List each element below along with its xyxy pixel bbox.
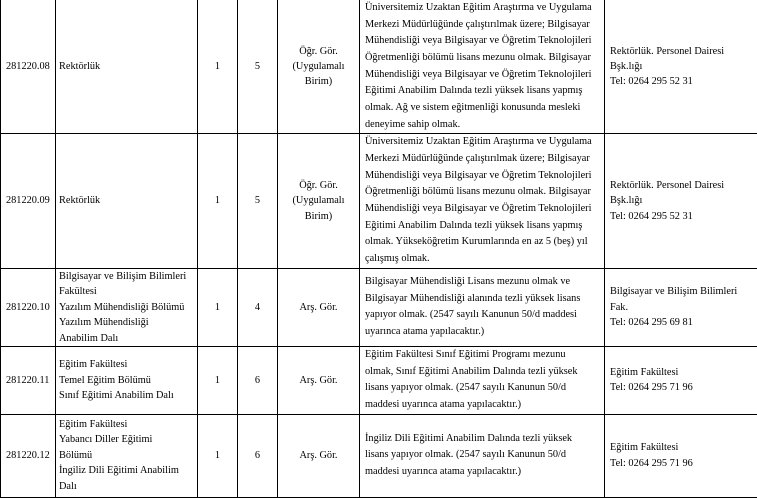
count-cell: 1	[198, 134, 238, 268]
title-cell: Arş. Gör.	[278, 268, 360, 346]
contact-cell: Rektörlük. Personel Dairesi Bşk.lığı Tel: 0264 295 52 31	[605, 134, 757, 268]
requirements-cell: Üniversitemiz Uzaktan Eğitim Araştırma ve Uygulama Merkezi Müdürlüğünde çalıştırılmak üzere; Bilgisayar Mühendisliği veya Bilgisayar ve Öğretim Teknolojileri Öğretmenliği bölümü lisans mezunu olmak. Bilgisayar Mühendisliği veya Bilgisayar ve Öğretim Teknolojileri Eğitimi Anabilim Dalında tezli yüksek lisans yapmış olmak. Yükseköğretim Kurumlarında en az 5 (beş) yıl çalışmış olmak.	[360, 134, 605, 268]
contact-cell: Eğitim Fakültesi Tel: 0264 295 71 96	[605, 414, 757, 497]
position-code: 281220.08	[1, 0, 56, 134]
title-cell: Arş. Gör.	[278, 346, 360, 414]
unit-cell: Eğitim Fakültesi Temel Eğitim Bölümü Sınıf Eğitimi Anabilim Dalı	[56, 346, 198, 414]
unit-cell: Rektörlük	[56, 134, 198, 268]
position-code: 281220.09	[1, 134, 56, 268]
position-code: 281220.10	[1, 268, 56, 346]
count-cell: 1	[198, 346, 238, 414]
degree-cell: 4	[238, 268, 278, 346]
count-cell: 1	[198, 0, 238, 134]
degree-cell: 6	[238, 346, 278, 414]
degree-cell: 5	[238, 134, 278, 268]
requirements-cell: Üniversitemiz Uzaktan Eğitim Araştırma ve Uygulama Merkezi Müdürlüğünde çalıştırılmak üzere; Bilgisayar Mühendisliği veya Bilgisayar ve Öğretim Teknolojileri Öğretmenliği bölümü lisans mezunu olmak. Bilgisayar Mühendisliği veya Bilgisayar ve Öğretim Teknolojileri Eğitimi Anabilim Dalında tezli yüksek lisans yapmış olmak. Ağ ve sistem eğitmenliği konusunda mesleki deneyime sahip olmak.	[360, 0, 605, 134]
table-row	[1, 0, 757, 134]
table-row	[1, 346, 757, 414]
title-cell: Öğr. Gör. (Uygulamalı Birim)	[278, 134, 360, 268]
contact-cell: Rektörlük. Personel Dairesi Bşk.lığı Tel: 0264 295 52 31	[605, 0, 757, 134]
requirements-cell: Bilgisayar Mühendisliği Lisans mezunu olmak ve Bilgisayar Mühendisliği alanında tezli yüksek lisans yapıyor olmak. (2547 sayılı Kanunun 50/d maddesi uyarınca atama yapılacaktır.)	[360, 268, 605, 346]
table-row	[1, 414, 757, 497]
table-row	[1, 134, 757, 268]
degree-cell: 6	[238, 414, 278, 497]
unit-cell: Bilgisayar ve Bilişim Bilimleri Fakültesi Yazılım Mühendisliği Bölümü Yazılım Mühendisliği Anabilim Dalı	[56, 268, 198, 346]
title-cell: Öğr. Gör. (Uygulamalı Birim)	[278, 0, 360, 134]
position-code: 281220.12	[1, 414, 56, 497]
table-row	[1, 268, 757, 346]
title-cell: Arş. Gör.	[278, 414, 360, 497]
degree-cell: 5	[238, 0, 278, 134]
count-cell: 1	[198, 414, 238, 497]
unit-cell: Eğitim Fakültesi Yabancı Diller Eğitimi Bölümü İngiliz Dili Eğitimi Anabilim Dalı	[56, 414, 198, 497]
count-cell: 1	[198, 268, 238, 346]
contact-cell: Eğitim Fakültesi Tel: 0264 295 71 96	[605, 346, 757, 414]
position-code: 281220.11	[1, 346, 56, 414]
requirements-cell: Eğitim Fakültesi Sınıf Eğitimi Programı mezunu olmak, Sınıf Eğitimi Anabilim Dalında tezli yüksek lisans yapıyor olmak. (2547 sayılı Kanunun 50/d maddesi uyarınca atama yapılacaktır.)	[360, 346, 605, 414]
requirements-cell: İngiliz Dili Eğitimi Anabilim Dalında tezli yüksek lisans yapıyor olmak. (2547 sayılı Kanunun 50/d maddesi uyarınca atama yapılacaktır.)	[360, 414, 605, 497]
unit-cell: Rektörlük	[56, 0, 198, 134]
contact-cell: Bilgisayar ve Bilişim Bilimleri Fak. Tel: 0264 295 69 81	[605, 268, 757, 346]
